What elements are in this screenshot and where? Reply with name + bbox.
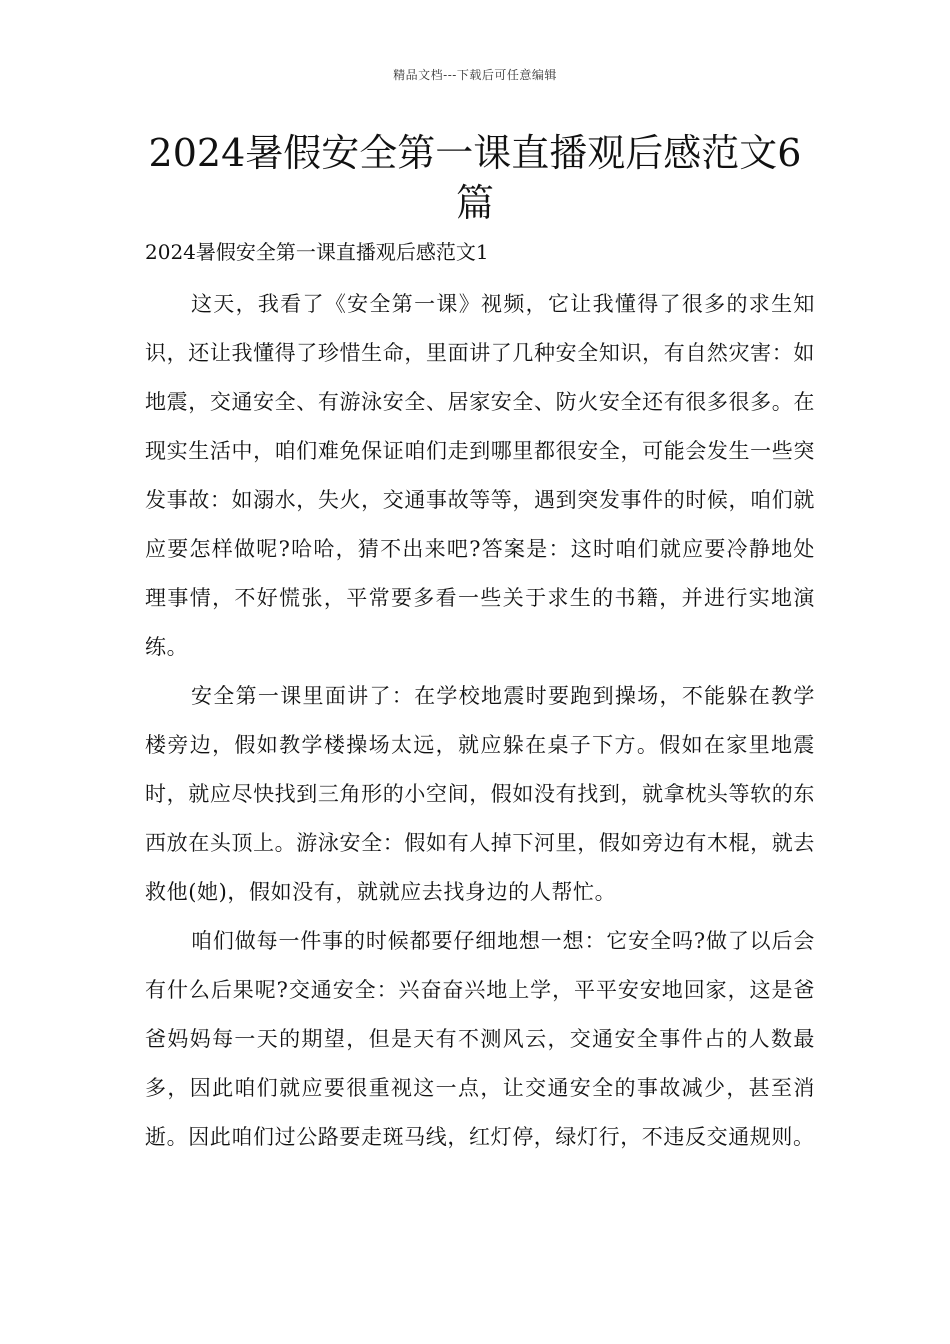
section-heading: 2024暑假安全第一课直播观后感范文1 [145, 240, 489, 264]
paragraph-3: 咱们做每一件事的时候都要仔细地想一想：它安全吗?做了以后会有什么后果呢?交通安全：兴奋奋兴地上学，平平安安地回家，这是爸爸妈妈每一天的期望，但是天有不测风云，交通安全事件占的人数最多，因此咱们就应要很重视这一点，让交通安全的事故减少，甚至消逝。因此咱们过公路要走斑马线，红灯停，绿灯行，不违反交通规则。 [145, 929, 815, 1149]
body-text [145, 280, 815, 1162]
header-note: 精品文档---下载后可任意编辑 [393, 68, 557, 82]
paragraph-2: 安全第一课里面讲了：在学校地震时要跑到操场，不能躲在教学楼旁边，假如教学楼操场太远，就应躲在桌子下方。假如在家里地震时，就应尽快找到三角形的小空间，假如没有找到，就拿枕头等软的东西放在头顶上。游泳安全：假如有人掉下河里，假如旁边有木棍，就去救他(她)，假如没有，就就应去找身边的人帮忙。 [145, 684, 815, 904]
paragraph-1: 这天，我看了《安全第一课》视频，它让我懂得了很多的求生知识，还让我懂得了珍惜生命，里面讲了几种安全知识，有自然灾害：如地震，交通安全、有游泳安全、居家安全、防火安全还有很多很多。在现实生活中，咱们难免保证咱们走到哪里都很安全，可能会发生一些突发事故：如溺水，失火，交通事故等等，遇到突发事件的时候，咱们就应要怎样做呢?哈哈，猜不出来吧?答案是：这时咱们就应要冷静地处理事情，不好慌张，平常要多看一些关于求生的书籍，并进行实地演练。 [145, 292, 815, 659]
document-title: 2024暑假安全第一课直播观后感范文6篇 [148, 131, 802, 225]
